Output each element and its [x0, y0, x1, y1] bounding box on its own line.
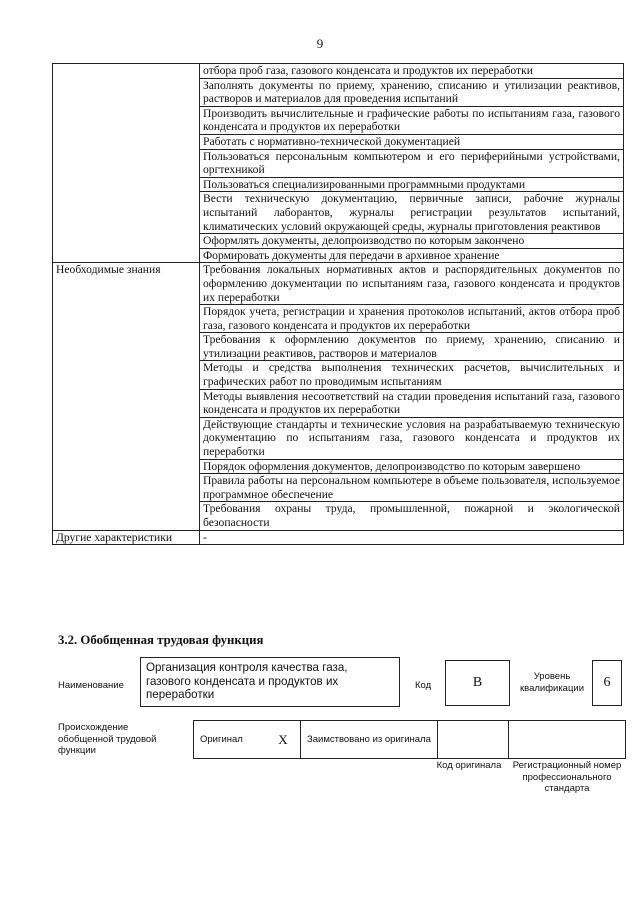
table-row — [53, 64, 624, 79]
function-name-box — [140, 657, 400, 707]
level-label: Уровень квалификации — [519, 671, 585, 694]
row-text: Порядок оформления документов, делопроизводство по которым завершено — [200, 459, 624, 474]
origin-row — [194, 721, 626, 759]
row-text: Оформлять документы, делопроизводство по которым закончено — [200, 234, 624, 249]
reg-number-cell — [509, 721, 626, 759]
row-text: Порядок учета, регистрации и хранения протоколов испытаний, актов отбора проб газа, газового конденсата и продуктов их переработки — [200, 305, 624, 333]
code-value: В — [472, 675, 483, 690]
other-characteristics-label: Другие характеристики — [53, 530, 200, 545]
row-text: Методы выявления несоответствий на стадии проведения испытаний газа, газового конденсата и продуктов их переработки — [200, 389, 624, 417]
row-text: Методы и средства выполнения технических расчетов, вычислительных и графических работ по проводимым испытаниям — [200, 361, 624, 389]
origin-label: Происхождение обобщенной трудовой функции — [58, 722, 157, 756]
code-original-cell — [438, 721, 509, 759]
row-text: Требования охраны труда, промышленной, пожарной и экологической безопасности — [200, 502, 624, 530]
row-label — [53, 64, 200, 263]
function-name-value: Организация контроля качества газа, газового конденсата и продуктов их переработки — [146, 661, 348, 701]
row-text: - — [200, 530, 624, 545]
row-text: Работать с нормативно-технической документацией — [200, 134, 624, 149]
row-text: Формировать документы для передачи в архивное хранение — [200, 248, 624, 263]
row-text: Заполнять документы по приему, хранению, списанию и утилизации реактивов, растворов и материалов для проведения испытаний — [200, 78, 624, 106]
row-text: Пользоваться специализированными программными продуктами — [200, 177, 624, 192]
level-value: 6 — [603, 675, 611, 690]
code-original-label: Код оригинала — [436, 760, 502, 771]
row-text: Пользоваться персональным компьютером и его периферийными устройствами, оргтехникой — [200, 149, 624, 177]
requirements-table — [52, 63, 624, 545]
code-label: Код — [415, 680, 432, 691]
level-box — [592, 660, 622, 706]
row-text: Правила работы на персональном компьютере в объеме пользователя, используемое программное обеспечение — [200, 474, 624, 502]
origin-table — [193, 720, 626, 759]
row-text: отбора проб газа, газового конденсата и продуктов их переработки — [200, 64, 624, 79]
row-text: Вести техническую документацию, первичные записи, рабочие журналы испытаний лаборантов, журналы регистрации результатов испытаний, климатических условий окружающей среды, журналы приготовления реактивов — [200, 192, 624, 234]
table-row — [53, 263, 624, 305]
row-text: Требования локальных нормативных актов и распорядительных документов по оформлению документации по испытаниям газа, газового конденсата и продуктов их переработки — [200, 263, 624, 305]
table-row — [53, 530, 624, 545]
code-box — [445, 660, 510, 706]
name-label: Наименование — [58, 680, 124, 691]
row-text: Действующие стандарты и технические условия на разрабатываемую техническую документацию по испытаниям газа, газового конденсата и продуктов их переработки — [200, 417, 624, 459]
original-mark: Х — [266, 721, 301, 759]
borrowed-label: Заимствовано из оригинала — [301, 721, 438, 759]
knowledge-label: Необходимые знания — [53, 263, 200, 530]
original-label: Оригинал — [194, 721, 267, 759]
row-text: Производить вычислительные и графические работы по испытаниям газа, газового конденсата и продуктов их переработки — [200, 106, 624, 134]
section-heading: 3.2. Обобщенная трудовая функция — [58, 633, 264, 647]
reg-number-label: Регистрационный номер профессионального стандарта — [512, 760, 622, 794]
row-text: Требования к оформлению документов по приему, хранению, списанию и утилизации реактивов, растворов и материалов — [200, 333, 624, 361]
page-number: 9 — [316, 36, 324, 51]
